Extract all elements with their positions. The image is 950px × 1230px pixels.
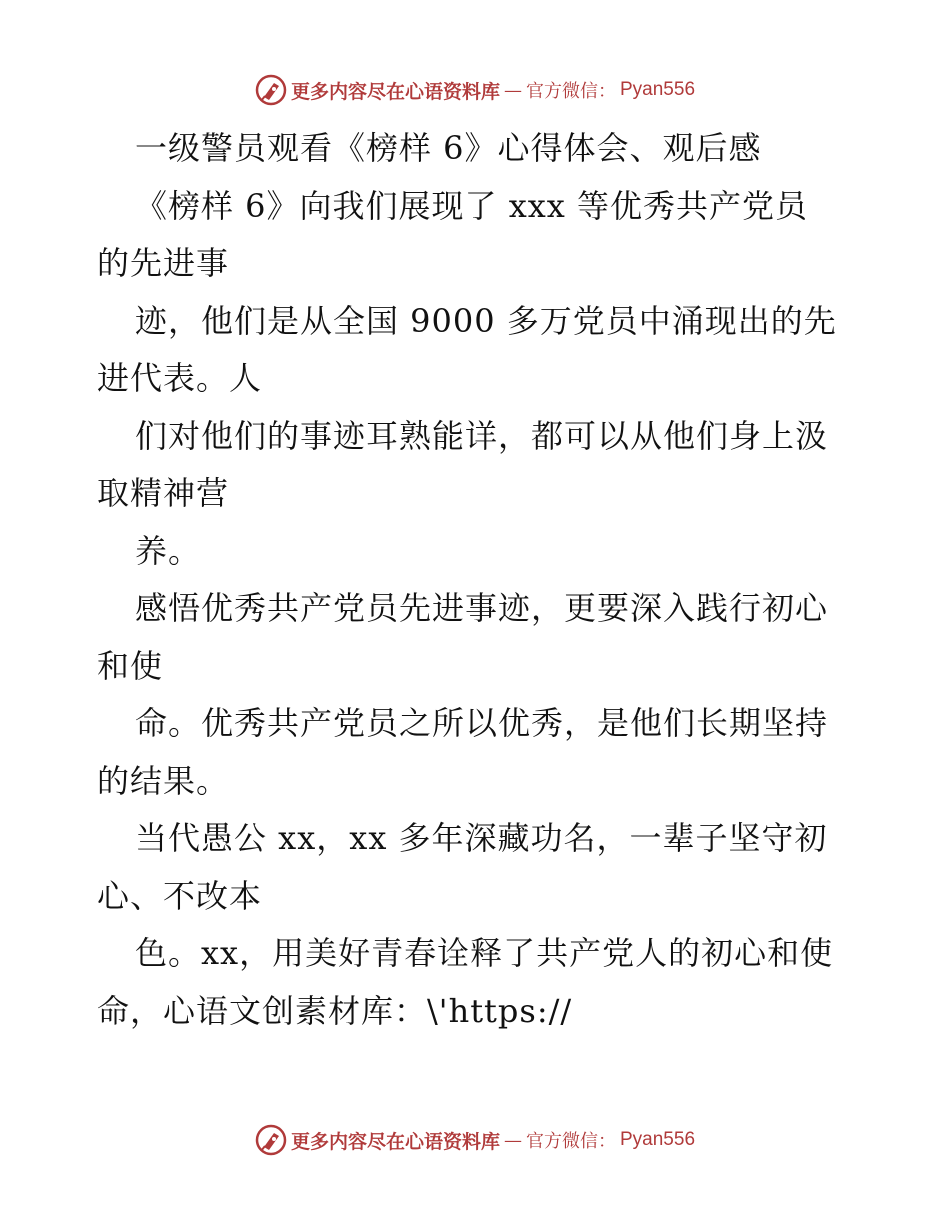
paragraph-line: 感悟优秀共产党员先进事迹，更要深入践行初心 [135, 589, 829, 627]
paragraph-line: 和使 [97, 646, 164, 685]
banner-separator: — [504, 79, 522, 101]
paragraph-line: 的结果。 [97, 761, 230, 800]
header-banner [0, 70, 950, 110]
paragraph-line: 命。优秀共产党员之所以优秀，是他们长期坚持 [135, 704, 829, 742]
paragraph-line: 迹，他们是从全国 9000 多万党员中涌现出的先 [135, 301, 837, 340]
banner-brand-text: 更多内容尽在心语资料库 [290, 80, 500, 103]
document-body [97, 120, 852, 1040]
paragraph-line: 们对他们的事迹耳熟能详，都可以从他们身上汲 [135, 416, 829, 455]
paragraph-line: 进代表。人 [97, 359, 263, 397]
banner-wechat-id: Pyan556 [620, 79, 696, 100]
pen-nib-logo-icon [255, 1124, 287, 1156]
banner-separator: — [504, 1129, 522, 1151]
paragraph-line: 命，心语文创素材库：\'https:// [97, 991, 573, 1030]
paragraph-line: 的先进事 [97, 244, 230, 282]
footer-banner [0, 1120, 950, 1160]
banner-wechat-label: 官方微信： [526, 1131, 616, 1152]
banner-brand-text: 更多内容尽在心语资料库 [290, 1130, 500, 1153]
document-title: 一级警员观看《榜样 6》心得体会、观后感 [135, 129, 762, 167]
paragraph-line: 当代愚公 xx，xx 多年深藏功名，一辈子坚守初 [135, 819, 828, 857]
pen-nib-logo-icon [255, 74, 287, 106]
paragraph-line: 心、不改本 [97, 876, 263, 915]
paragraph-line: 色。xx，用美好青春诠释了共产党人的初心和使 [135, 934, 834, 972]
banner-wechat-label: 官方微信： [526, 81, 616, 102]
paragraph-line: 《榜样 6》向我们展现了 xxx 等优秀共产党员 [135, 186, 809, 225]
paragraph-line: 取精神营 [97, 474, 230, 512]
banner-wechat-id: Pyan556 [620, 1129, 696, 1150]
paragraph-line: 养。 [135, 531, 202, 570]
